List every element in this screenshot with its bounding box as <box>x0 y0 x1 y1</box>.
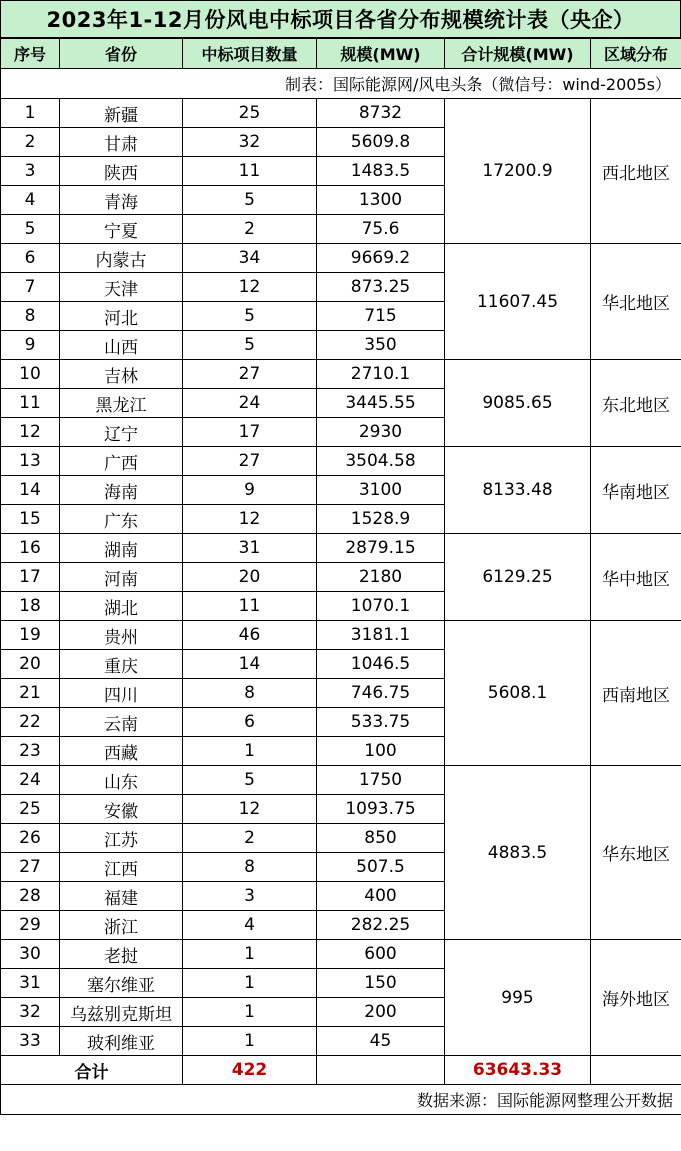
province-cell: 四川 <box>60 679 183 708</box>
scale-cell: 715 <box>317 302 445 331</box>
row-number: 6 <box>1 244 60 273</box>
stats-table <box>0 38 681 1115</box>
scale-cell: 1528.9 <box>317 505 445 534</box>
scale-cell: 5609.8 <box>317 128 445 157</box>
project-count-cell: 3 <box>183 882 317 911</box>
row-number: 24 <box>1 766 60 795</box>
project-count-cell: 11 <box>183 157 317 186</box>
project-count-cell: 1 <box>183 737 317 766</box>
project-count-cell: 8 <box>183 679 317 708</box>
scale-cell: 45 <box>317 1027 445 1056</box>
header-province: 省份 <box>60 39 183 69</box>
province-cell: 安徽 <box>60 795 183 824</box>
project-count-cell: 6 <box>183 708 317 737</box>
province-cell: 宁夏 <box>60 215 183 244</box>
scale-cell: 1070.1 <box>317 592 445 621</box>
row-number: 25 <box>1 795 60 824</box>
scale-cell: 200 <box>317 998 445 1027</box>
project-count-cell: 1 <box>183 940 317 969</box>
project-count-cell: 14 <box>183 650 317 679</box>
province-cell: 西藏 <box>60 737 183 766</box>
project-count-cell: 9 <box>183 476 317 505</box>
province-cell: 甘肃 <box>60 128 183 157</box>
total-count: 422 <box>183 1056 317 1085</box>
project-count-cell: 20 <box>183 563 317 592</box>
scale-cell: 100 <box>317 737 445 766</box>
province-cell: 山东 <box>60 766 183 795</box>
scale-cell: 533.75 <box>317 708 445 737</box>
row-number: 29 <box>1 911 60 940</box>
province-cell: 天津 <box>60 273 183 302</box>
header-region: 区域分布 <box>591 39 681 69</box>
province-cell: 塞尔维亚 <box>60 969 183 998</box>
project-count-cell: 17 <box>183 418 317 447</box>
page-title: 2023年1-12月份风电中标项目各省分布规模统计表（央企） <box>0 0 681 38</box>
scale-cell: 2180 <box>317 563 445 592</box>
scale-cell: 1046.5 <box>317 650 445 679</box>
region-name-cell: 东北地区 <box>591 360 681 447</box>
region-subtotal-cell: 17200.9 <box>445 99 591 244</box>
row-number: 7 <box>1 273 60 302</box>
region-subtotal-cell: 6129.25 <box>445 534 591 621</box>
header-no: 序号 <box>1 39 60 69</box>
project-count-cell: 12 <box>183 505 317 534</box>
project-count-cell: 27 <box>183 447 317 476</box>
scale-cell: 3100 <box>317 476 445 505</box>
project-count-cell: 5 <box>183 331 317 360</box>
scale-cell: 350 <box>317 331 445 360</box>
row-number: 13 <box>1 447 60 476</box>
region-name-cell: 海外地区 <box>591 940 681 1056</box>
project-count-cell: 8 <box>183 853 317 882</box>
row-number: 3 <box>1 157 60 186</box>
table-row <box>1 244 681 273</box>
project-count-cell: 27 <box>183 360 317 389</box>
row-number: 30 <box>1 940 60 969</box>
province-cell: 江苏 <box>60 824 183 853</box>
province-cell: 黑龙江 <box>60 389 183 418</box>
table-row <box>1 99 681 128</box>
total-label: 合计 <box>1 1056 183 1085</box>
province-cell: 乌兹别克斯坦 <box>60 998 183 1027</box>
province-cell: 内蒙古 <box>60 244 183 273</box>
region-subtotal-cell: 995 <box>445 940 591 1056</box>
row-number: 9 <box>1 331 60 360</box>
province-cell: 浙江 <box>60 911 183 940</box>
region-name-cell: 西北地区 <box>591 99 681 244</box>
project-count-cell: 5 <box>183 186 317 215</box>
scale-cell: 3181.1 <box>317 621 445 650</box>
region-subtotal-cell: 11607.45 <box>445 244 591 360</box>
row-number: 17 <box>1 563 60 592</box>
province-cell: 湖南 <box>60 534 183 563</box>
scale-cell: 3445.55 <box>317 389 445 418</box>
source-row <box>1 1085 681 1115</box>
project-count-cell: 1 <box>183 1027 317 1056</box>
project-count-cell: 34 <box>183 244 317 273</box>
project-count-cell: 32 <box>183 128 317 157</box>
region-name-cell: 华东地区 <box>591 766 681 940</box>
scale-cell: 2710.1 <box>317 360 445 389</box>
province-cell: 老挝 <box>60 940 183 969</box>
source-note: 数据来源：国际能源网整理公开数据 <box>1 1085 681 1115</box>
row-number: 32 <box>1 998 60 1027</box>
province-cell: 河南 <box>60 563 183 592</box>
row-number: 22 <box>1 708 60 737</box>
scale-cell: 1300 <box>317 186 445 215</box>
region-name-cell: 西南地区 <box>591 621 681 766</box>
project-count-cell: 2 <box>183 824 317 853</box>
total-row <box>1 1056 681 1085</box>
scale-cell: 9669.2 <box>317 244 445 273</box>
table-row <box>1 534 681 563</box>
scale-cell: 850 <box>317 824 445 853</box>
row-number: 1 <box>1 99 60 128</box>
row-number: 8 <box>1 302 60 331</box>
region-subtotal-cell: 5608.1 <box>445 621 591 766</box>
row-number: 26 <box>1 824 60 853</box>
credit-row <box>1 69 681 99</box>
province-cell: 福建 <box>60 882 183 911</box>
row-number: 16 <box>1 534 60 563</box>
project-count-cell: 1 <box>183 998 317 1027</box>
header-scale: 规模(MW) <box>317 39 445 69</box>
province-cell: 陕西 <box>60 157 183 186</box>
table-row <box>1 940 681 969</box>
table-row <box>1 766 681 795</box>
row-number: 23 <box>1 737 60 766</box>
header-subtotal: 合计规模(MW) <box>445 39 591 69</box>
project-count-cell: 11 <box>183 592 317 621</box>
table-row <box>1 621 681 650</box>
scale-cell: 600 <box>317 940 445 969</box>
project-count-cell: 12 <box>183 273 317 302</box>
row-number: 33 <box>1 1027 60 1056</box>
row-number: 18 <box>1 592 60 621</box>
row-number: 10 <box>1 360 60 389</box>
row-number: 15 <box>1 505 60 534</box>
project-count-cell: 12 <box>183 795 317 824</box>
province-cell: 湖北 <box>60 592 183 621</box>
province-cell: 海南 <box>60 476 183 505</box>
province-cell: 新疆 <box>60 99 183 128</box>
region-name-cell: 华中地区 <box>591 534 681 621</box>
scale-cell: 150 <box>317 969 445 998</box>
region-subtotal-cell: 8133.48 <box>445 447 591 534</box>
row-number: 4 <box>1 186 60 215</box>
province-cell: 山西 <box>60 331 183 360</box>
row-number: 21 <box>1 679 60 708</box>
province-cell: 青海 <box>60 186 183 215</box>
total-scale: 63643.33 <box>445 1056 591 1085</box>
project-count-cell: 25 <box>183 99 317 128</box>
scale-cell: 873.25 <box>317 273 445 302</box>
row-number: 12 <box>1 418 60 447</box>
province-cell: 广西 <box>60 447 183 476</box>
region-subtotal-cell: 9085.65 <box>445 360 591 447</box>
scale-cell: 1750 <box>317 766 445 795</box>
province-cell: 贵州 <box>60 621 183 650</box>
province-cell: 辽宁 <box>60 418 183 447</box>
table-row <box>1 447 681 476</box>
scale-cell: 282.25 <box>317 911 445 940</box>
province-cell: 江西 <box>60 853 183 882</box>
region-name-cell: 华北地区 <box>591 244 681 360</box>
province-cell: 广东 <box>60 505 183 534</box>
row-number: 5 <box>1 215 60 244</box>
project-count-cell: 24 <box>183 389 317 418</box>
province-cell: 重庆 <box>60 650 183 679</box>
scale-cell: 1093.75 <box>317 795 445 824</box>
project-count-cell: 46 <box>183 621 317 650</box>
project-count-cell: 5 <box>183 766 317 795</box>
scale-cell: 75.6 <box>317 215 445 244</box>
scale-cell: 507.5 <box>317 853 445 882</box>
row-number: 14 <box>1 476 60 505</box>
project-count-cell: 5 <box>183 302 317 331</box>
total-empty-cell <box>317 1056 445 1085</box>
province-cell: 吉林 <box>60 360 183 389</box>
table-row <box>1 360 681 389</box>
project-count-cell: 31 <box>183 534 317 563</box>
scale-cell: 3504.58 <box>317 447 445 476</box>
row-number: 20 <box>1 650 60 679</box>
scale-cell: 1483.5 <box>317 157 445 186</box>
header-row <box>1 39 681 69</box>
region-subtotal-cell: 4883.5 <box>445 766 591 940</box>
row-number: 28 <box>1 882 60 911</box>
header-count: 中标项目数量 <box>183 39 317 69</box>
row-number: 27 <box>1 853 60 882</box>
project-count-cell: 2 <box>183 215 317 244</box>
scale-cell: 746.75 <box>317 679 445 708</box>
scale-cell: 8732 <box>317 99 445 128</box>
province-cell: 玻利维亚 <box>60 1027 183 1056</box>
province-cell: 云南 <box>60 708 183 737</box>
province-cell: 河北 <box>60 302 183 331</box>
scale-cell: 2879.15 <box>317 534 445 563</box>
row-number: 2 <box>1 128 60 157</box>
project-count-cell: 1 <box>183 969 317 998</box>
scale-cell: 400 <box>317 882 445 911</box>
project-count-cell: 4 <box>183 911 317 940</box>
region-name-cell: 华南地区 <box>591 447 681 534</box>
total-empty-region <box>591 1056 681 1085</box>
row-number: 11 <box>1 389 60 418</box>
row-number: 31 <box>1 969 60 998</box>
credit-text: 制表：国际能源网/风电头条（微信号：wind-2005s） <box>1 69 681 99</box>
scale-cell: 2930 <box>317 418 445 447</box>
row-number: 19 <box>1 621 60 650</box>
